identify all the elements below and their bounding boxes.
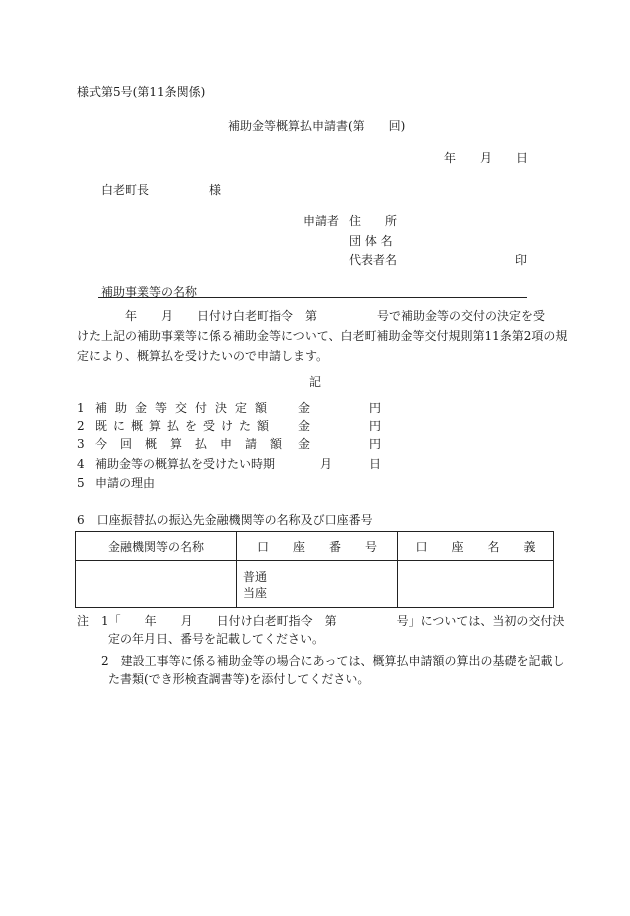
- notes-label: 注: [77, 614, 90, 628]
- body-line-1: 年 月 日付け白老町指令 第 号で補助金等の交付の決定を受: [125, 309, 546, 323]
- item-3-number: 3: [77, 437, 85, 451]
- item-3-unit: 円: [369, 437, 382, 451]
- item-3-prefix: 金: [298, 437, 311, 451]
- document-title: 補助金等概算払申請書(第 回): [228, 119, 406, 133]
- item-1-unit: 円: [369, 401, 382, 415]
- item-5-label: 申請の理由: [95, 476, 156, 490]
- project-name-label: 補助事業等の名称: [101, 285, 198, 299]
- note-2-line-1: 2 建設工事等に係る補助金等の場合にあっては、概算払申請額の算出の基礎を記載し: [101, 654, 565, 668]
- body-line-2: けた上記の補助事業等に係る補助金等について、白老町補助金等交付規則第11条第2項の規: [77, 329, 568, 343]
- header-account-number: 口 座 番 号: [237, 532, 398, 561]
- item-2-number: 2: [77, 419, 85, 433]
- item-4-month: 月: [320, 457, 333, 471]
- group-name-label: 団 体 名: [349, 234, 393, 248]
- cell-account-number[interactable]: [237, 561, 398, 608]
- account-type-ordinary: 普通: [243, 570, 268, 584]
- item-5-number: 5: [77, 476, 85, 490]
- item-4-day: 日: [369, 457, 382, 471]
- cell-account-holder[interactable]: [398, 561, 554, 608]
- item-2-prefix: 金: [298, 419, 311, 433]
- item-6-heading: 6 口座振替払の振込先金融機関等の名称及び口座番号: [77, 513, 373, 527]
- header-bank-name: 金融機関等の名称: [76, 532, 237, 561]
- project-name-underline: [98, 297, 527, 298]
- date-line: 年 月 日: [444, 151, 529, 165]
- ki-heading: 記: [309, 375, 322, 389]
- note-1-line-2: 定の年月日、番号を記載してください。: [108, 632, 325, 646]
- item-1-number: 1: [77, 401, 85, 415]
- header-account-holder: 口 座 名 義: [398, 532, 554, 561]
- item-1-label: 補助金等交付決定額: [95, 401, 276, 415]
- note-1-line-1: 1「 年 月 日付け白老町指令 第 号」については、当初の交付決: [101, 614, 565, 628]
- representative-label: 代表者名: [349, 253, 398, 267]
- address-label: 住 所: [349, 214, 398, 228]
- seal-mark: 印: [515, 253, 528, 267]
- item-1-prefix: 金: [298, 401, 311, 415]
- item-2-label: 既に概算払を受けた額: [95, 419, 276, 433]
- note-2-line-2: た書類(でき形検査調書等)を添付してください。: [108, 672, 370, 686]
- body-line-3: 定により、概算払を受けたいので申請します。: [77, 349, 329, 363]
- cell-bank-name[interactable]: [76, 561, 237, 608]
- applicant-label: 申請者: [303, 214, 340, 228]
- bank-account-table: [75, 531, 554, 608]
- item-4-number: 4: [77, 457, 85, 471]
- item-2-unit: 円: [369, 419, 382, 433]
- account-type-current: 当座: [243, 586, 268, 600]
- item-3-label: 今回概算払申請額: [95, 437, 296, 451]
- form-number: 様式第5号(第11条関係): [77, 85, 206, 99]
- addressee: 白老町長 様: [101, 183, 222, 197]
- item-4-label: 補助金等の概算払を受けたい時期: [95, 457, 276, 471]
